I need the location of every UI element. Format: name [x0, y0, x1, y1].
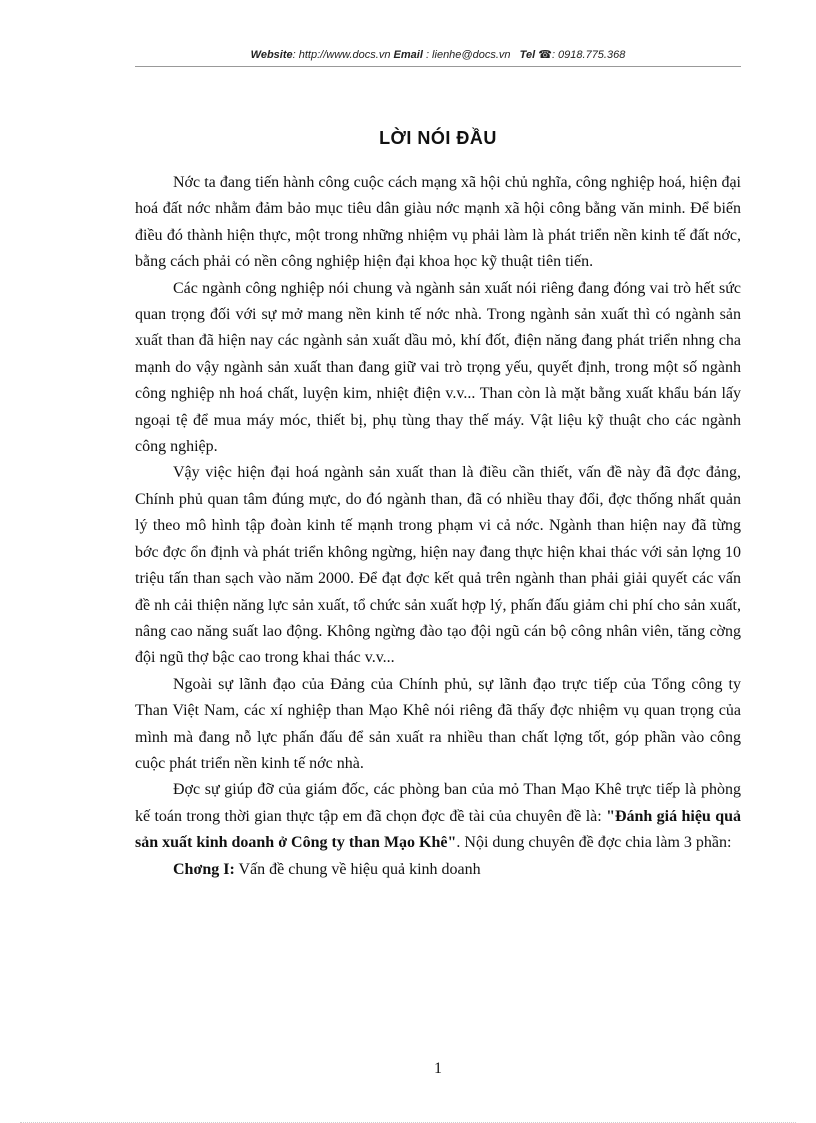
website-label: Website	[250, 49, 293, 61]
page-header	[135, 48, 741, 61]
paragraph: Các ngành công nghiệp nói chung và ngành sản xuất nói riêng đang đóng vai trò hết sức quan trọng đối với sự mở mang nền kinh tế nớc nhà. Trong ngành sản xuất thì có ngành sản xuất than đã hiện nay các ngành sản xuất dầu mỏ, khí đốt, điện năng đang phát triển nhng cha mạnh do vậy ngành sản xuất than đang giữ vai trò trọng yếu, quyết định, trong một số ngành công nghiệp nh hoá chất, luyện kim, nhiệt điện v.v... Than còn là mặt bằng xuất khẩu bán lấy ngoại tệ để mua máy móc, thiết bị, phụ tùng thay thế máy. Vật liệu kỹ thuật cho các ngành công nghiệp.	[135, 279, 741, 456]
email-label: Email	[393, 49, 423, 61]
phone-icon: ☎	[538, 49, 552, 61]
chapter-line	[135, 857, 741, 883]
paragraph: Vậy việc hiện đại hoá ngành sản xuất than là điều cần thiết, vấn đề này đã đợc đảng, Chính phủ quan tâm đúng mực, do đó ngành than, đã có nhiều thay đổi, đợc thống nhất quản lý theo mô hình tập đoàn kinh tế mạnh trong phạm vi cả nớc. Ngành than hiện nay đã từng bớc đợc ổn định và phát triển không ngừng, hiện nay đang thực hiện khai thác với sản lợng 10 triệu tấn than sạch vào năm 2000. Để đạt đợc kết quả trên ngành than phải giải quyết các vấn đề nh cải thiện năng lực sản xuất, tổ chức sản xuất hợp lý, phấn đấu giảm chi phí cho sản xuất, nâng cao năng suất lao động. Không ngừng đào tạo đội ngũ cán bộ công nhân viên, tăng cờng đội ngũ thợ bậc cao trong khai thác v.v...	[135, 464, 741, 667]
paragraph: Ngoài sự lãnh đạo của Đảng của Chính phủ, sự lãnh đạo trực tiếp của Tổng công ty Than Việt Nam, các xí nghiệp than Mạo Khê nói riêng đã thấy đợc nhiệm vụ quan trọng của mình mà đang nỗ lực phấn đấu để sản xuất ra nhiều than chất lợng tốt, góp phần vào công cuộc phát triển nền kinh tế nớc nhà.	[135, 675, 741, 772]
tel-label: Tel	[519, 49, 536, 61]
paragraph: Nớc ta đang tiến hành công cuộc cách mạng xã hội chủ nghĩa, công nghiệp hoá, hiện đại hoá đất nớc nhằm đảm bảo mục tiêu dân giàu nớc mạnh xã hội công bằng văn minh. Để biến điều đó thành hiện thực, một trong những nhiệm vụ phải làm là phát triển nền kinh tế đất nớc, bằng cách phải có nền công nghiệp hiện đại khoa học kỹ thuật tiên tiến.	[135, 174, 741, 271]
document-body	[135, 170, 741, 883]
topic-title: "Đánh giá hiệu quả sản xuất kinh doanh ở Công ty than Mạo Khê"	[135, 807, 741, 852]
chapter-label: Chơng I:	[173, 860, 235, 878]
page-number: 1	[434, 1060, 442, 1077]
tel-value: : 0918.775.368	[551, 49, 626, 61]
paragraph	[135, 777, 741, 856]
chapter-text: Vấn đề chung về hiệu quả kinh doanh	[234, 860, 481, 878]
header-rule	[135, 66, 741, 67]
website-value: : http://www.docs.vn	[292, 49, 391, 61]
page-title: LỜI NÓI ĐẦU	[379, 128, 497, 148]
paragraph-text: Đợc sự giúp đỡ của giám đốc, các phòng ban của mỏ Than Mạo Khê trực tiếp là phòng kế toán trong thời gian thực tập em đã chọn đợc đề tài của chuyên đề là:	[135, 781, 741, 825]
email-value: : lienhe@docs.vn	[422, 49, 511, 61]
paragraph-text: . Nội dung chuyên đề đợc chia làm 3 phần:	[456, 834, 732, 852]
